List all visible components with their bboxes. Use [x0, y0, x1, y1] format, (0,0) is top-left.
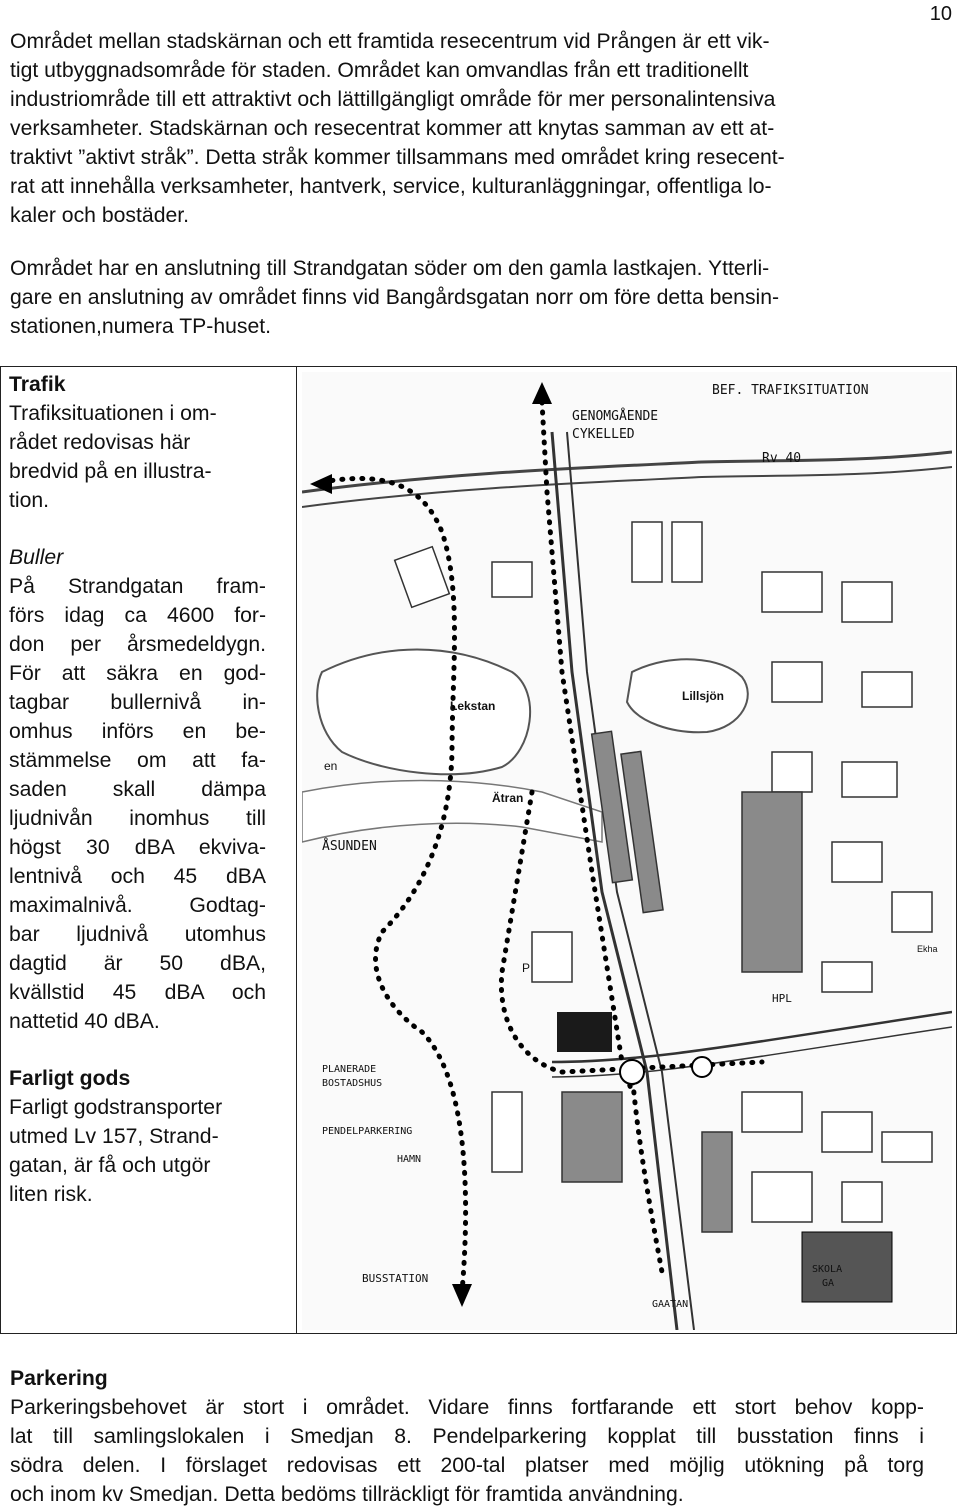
label-skola: SKOLA [812, 1264, 843, 1275]
label-genomgaende: GENOMGÅENDE [572, 409, 659, 424]
label-lillsjon: Lillsjön [682, 689, 724, 703]
bike-route-dotted [542, 402, 632, 1092]
trafik-heading: Trafik [9, 373, 66, 396]
river-atran [302, 780, 602, 842]
label-cykelled: CYKELLED [572, 427, 635, 442]
arrow-north-icon [532, 382, 552, 404]
sidebar-column [9, 370, 266, 1209]
parking-section [10, 1364, 924, 1509]
label-busstation: BUSSTATION [362, 1272, 429, 1285]
highlighted-buildings [562, 731, 802, 1232]
roundabout-1 [620, 1060, 644, 1084]
map-title: BEF. TRAFIKSITUATION [712, 383, 869, 398]
label-pendel: PENDELPARKERING [322, 1126, 413, 1137]
lake-lekstan [317, 650, 530, 775]
farligt-gods-heading: Farligt gods [9, 1067, 131, 1090]
trafik-text: Trafiksituationen i om- rådet redovisas här bredvid på en illustra- tion. [9, 402, 217, 512]
intro-text [10, 27, 926, 341]
parking-heading: Parkering [10, 1367, 108, 1390]
label-atran: Ätran [492, 791, 524, 805]
label-p: P [522, 961, 531, 975]
page-number: 10 [929, 3, 952, 25]
label-planerade: PLANERADE [322, 1064, 377, 1075]
label-hpl: HPL [772, 992, 792, 1005]
traffic-map-illustration [302, 372, 952, 1330]
parking-text: Parkeringsbehovet är stort i området. Vidare finns fortfarande ett stort behov kopp- lat till samlingslokalen i Smedjan 8. Pendelparkering kopplat till busstation finns i södra delen. I förslaget redovisas ett 200-tal platser med möjlig utökning på torg och inom kv Smedjan. Detta bedöms tillräckligt för framtida användning. [10, 1396, 924, 1506]
label-bostadshus: BOSTADSHUS [322, 1078, 383, 1089]
map-svg [302, 372, 952, 1330]
label-ekha: Ekha [917, 944, 938, 954]
label-rv40: Rv 40 [762, 451, 802, 466]
buller-text: På Strandgatan fram- förs idag ca 4600 for- don per årsmedeldygn. För att säkra en god- tagbar bullernivå in- omhus införs en be- stämmelse om att fa- saden skall dämpa ljudnivån inomhus till högst 30 dBA ekviva- lentnivå och 45 dBA maximalnivå. Godtag- bar ljudnivå utomhus dagtid är 50 dBA, kvällstid 45 dBA och nattetid 40 dBA. [9, 575, 266, 1033]
label-asunden: ÅSUNDEN [322, 839, 377, 854]
column-divider [296, 366, 297, 1334]
buller-heading: Buller [9, 546, 64, 569]
label-hamn: HAMN [397, 1154, 422, 1165]
label-skola-2: GA [822, 1278, 835, 1289]
label-gaatan: GAATAN [652, 1299, 689, 1310]
roundabout-2 [692, 1057, 712, 1077]
dark-building [557, 1012, 612, 1052]
intro-paragraph-2: Området har en anslutning till Strandgatan söder om den gamla lastkajen. Ytterli- gare en anslutning av området finns vid Bangårdsgatan norr om före detta bensin- stationen,numera TP-huset. [10, 257, 780, 338]
intro-paragraph-1: Området mellan stadskärnan och ett framtida resecentrum vid Prången är ett vik- tigt utbyggnadsområde för staden. Området kan omvandlas från ett traditionellt industriområde till ett attraktivt och lättillgängligt område för mer personalintensiva verksamheter. Stadskärnan och resecentrat kommer att knytas samman av ett at- traktivt ”aktivt stråk”. Detta stråk kommer tillsammans med området kring resecent- rat att innehålla verksamheter, hantverk, service, kulturanläggningar, offentliga lo- kaler och bostäder. [10, 30, 785, 227]
label-en: en [324, 759, 338, 773]
label-lekstan: Lekstan [450, 699, 496, 713]
buildings [395, 522, 932, 1222]
route-west-dotted [322, 479, 466, 1292]
farligt-gods-text: Farligt godstransporter utmed Lv 157, Strand- gatan, är få och utgör liten risk. [9, 1096, 223, 1206]
arrow-south-icon [452, 1284, 472, 1307]
